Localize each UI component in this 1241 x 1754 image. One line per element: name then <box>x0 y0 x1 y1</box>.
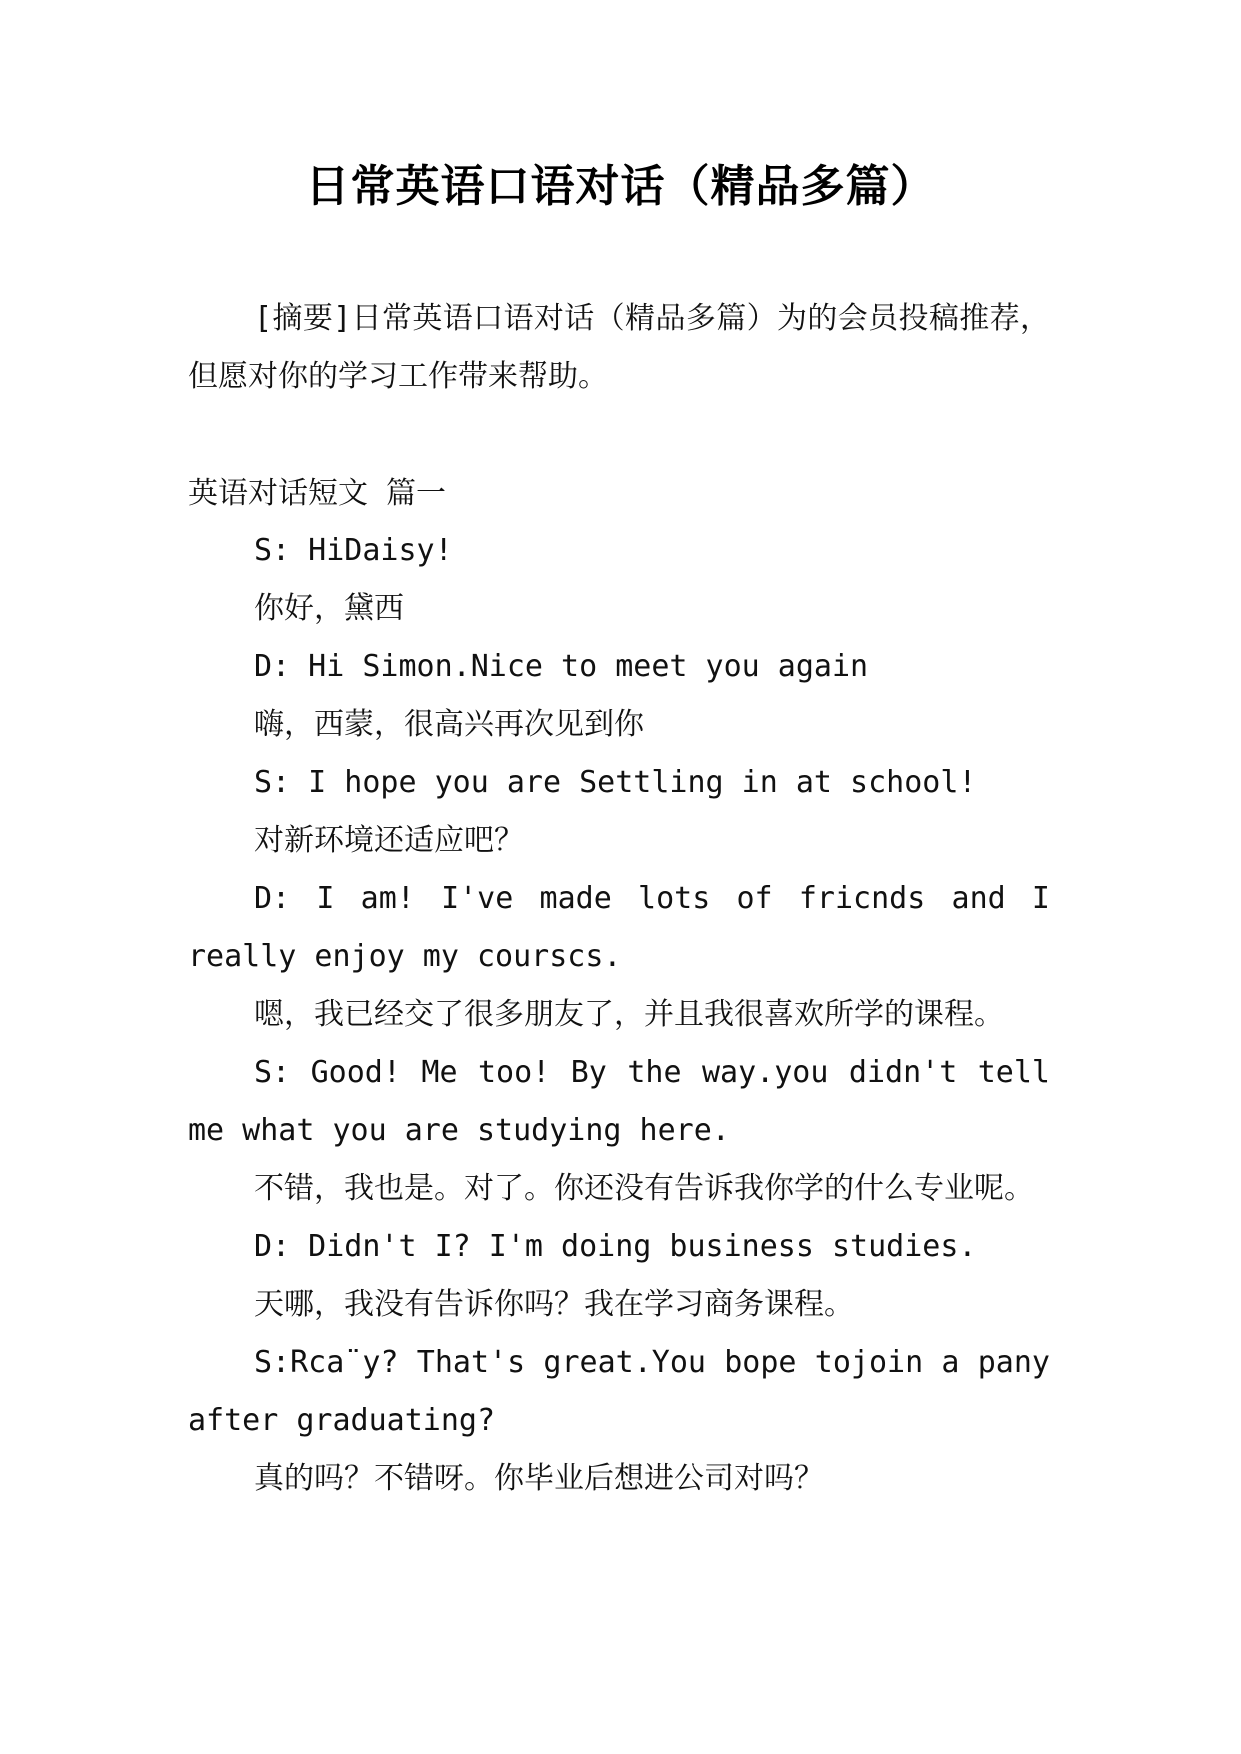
dialog-line: 嗨，西蒙，很高兴再次见到你 <box>254 707 644 742</box>
dialog-line: 天哪，我没有告诉你吗？我在学习商务课程。 <box>254 1287 854 1322</box>
document-title: 日常英语口语对话（精品多篇） <box>305 161 936 212</box>
dialog-line: 对新环境还适应吧？ <box>254 823 524 858</box>
dialog-line: 真的吗？不错呀。你毕业后想进公司对吗？ <box>254 1461 824 1496</box>
dialog-line: D: Didn't I? I'm doing business studies. <box>254 1229 977 1264</box>
dialog-line: D: I am! I've made lots of fricnds and I really enjoy my courscs. <box>188 881 1050 974</box>
abstract-paragraph: [摘要]日常英语口语对话（精品多篇）为的会员投稿推荐，但愿对你的学习工作带来帮助。 <box>188 301 1050 394</box>
dialog-line: S: Good! Me too! By the way.you didn't tell me what you are studying here. <box>188 1055 1050 1148</box>
section-heading: 英语对话短文 篇一 <box>188 476 447 511</box>
dialog-line: D: Hi Simon.Nice to meet you again <box>254 649 869 684</box>
dialog-line: S: HiDaisy! <box>254 533 453 568</box>
dialog-line: S:Rca¨y? That's great.You bope tojoin a pany after graduating? <box>188 1345 1050 1438</box>
dialog-line: 不错，我也是。对了。你还没有告诉我你学的什么专业呢。 <box>254 1171 1034 1206</box>
dialog-line: S: I hope you are Settling in at school! <box>254 765 977 800</box>
dialog-line: 你好，黛西 <box>254 591 404 626</box>
dialog-list <box>188 522 1050 1508</box>
dialog-line: 嗯，我已经交了很多朋友了，并且我很喜欢所学的课程。 <box>254 997 1004 1032</box>
